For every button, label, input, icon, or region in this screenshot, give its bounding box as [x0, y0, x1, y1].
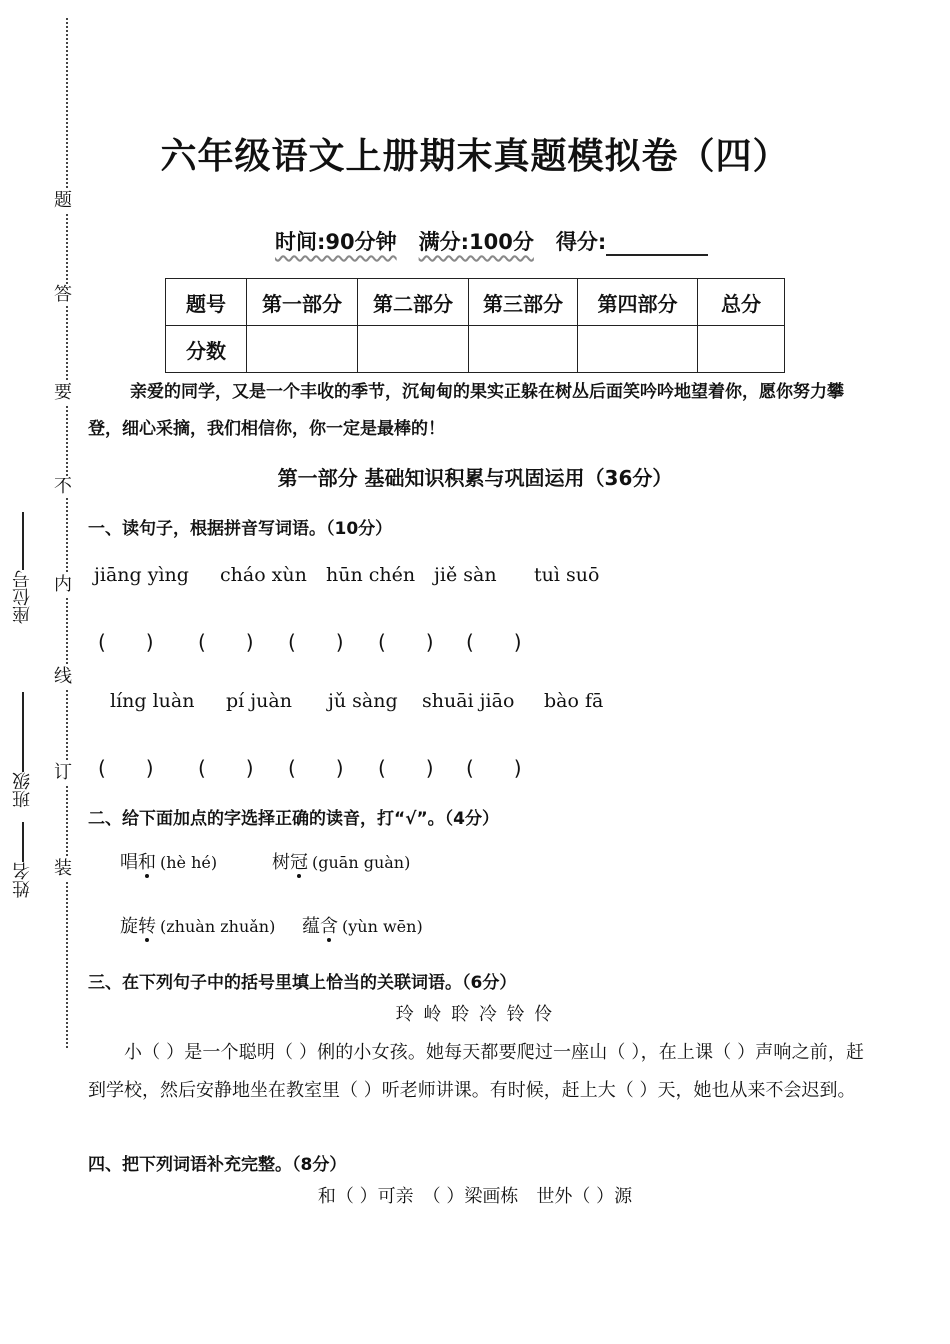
score-cell[interactable] [698, 326, 785, 373]
name-label: 姓名 [12, 862, 33, 898]
binding-char: 内 [54, 574, 72, 595]
pinyin: shuāi jiāo [422, 690, 515, 712]
table-header-cell: 第一部分 [247, 279, 358, 326]
table-row-label: 分数 [166, 326, 247, 373]
dotted-char: 冠 [290, 852, 308, 873]
score-blank[interactable] [606, 234, 708, 256]
score-table [165, 278, 785, 373]
pinyin: jiāng yìng [94, 564, 189, 586]
answer-blank[interactable]: ( ) [378, 630, 434, 654]
class-label: 班级 [12, 772, 33, 808]
seat-number-label: 座位号 [12, 570, 33, 624]
pronunciation-item[interactable] [302, 912, 423, 938]
score-cell[interactable] [247, 326, 358, 373]
binding-char: 答 [54, 284, 72, 305]
pronunciation-item[interactable] [120, 912, 275, 938]
answer-blank[interactable]: ( ) [198, 630, 254, 654]
q3-passage: 小（ ）是一个聪明（ ）俐的小女孩。她每天都要爬过一座山（ ），在上课（ ）声响之前，赶到学校，然后安静地坐在教室里（ ）听老师讲课。有时候，赶上大（ ）天，她也从来不会迟到。 [88, 1042, 864, 1101]
answer-blank[interactable]: ( ) [288, 756, 344, 780]
q2-title: 二、给下面加点的字选择正确的读音，打“√”。（4分） [88, 809, 500, 829]
answer-blank[interactable]: ( ) [288, 630, 344, 654]
name-field[interactable] [10, 820, 36, 903]
binding-char: 不 [54, 476, 72, 497]
intro-text: 亲爱的同学，又是一个丰收的季节，沉甸甸的果实正躲在树丛后面笑吟吟地望着你，愿你努力攀登，细心采摘，我们相信你，你一定是最棒的！ [88, 382, 844, 439]
word-char: 唱 [120, 852, 138, 873]
pronunciation-item[interactable] [272, 848, 410, 874]
binding-char: 要 [54, 382, 72, 403]
q1-title: 一、读句子，根据拼音写词语。（10分） [88, 519, 393, 539]
pinyin: líng luàn [110, 690, 195, 712]
score-cell[interactable] [358, 326, 469, 373]
pinyin: jiě sàn [434, 564, 497, 586]
word-char: 树 [272, 852, 290, 873]
table-row [166, 326, 785, 373]
answer-blank[interactable]: ( ) [198, 756, 254, 780]
answer-blank[interactable]: ( ) [98, 630, 154, 654]
idiom-blanks[interactable]: 和（ ）可亲 （ ）梁画栋 世外（ ）源 [317, 1186, 633, 1207]
exam-full-score: 满分:100分 [418, 230, 534, 254]
dotted-char: 含 [320, 916, 338, 937]
pinyin: cháo xùn [220, 564, 307, 586]
score-cell[interactable] [469, 326, 578, 373]
pinyin: tuì suō [534, 564, 600, 586]
pinyin: jǔ sàng [328, 690, 398, 712]
dotted-char: 和 [138, 852, 156, 873]
pronunciation-item[interactable] [120, 848, 217, 874]
reading-options: (yùn wēn) [342, 917, 423, 936]
pinyin: hūn chén [326, 564, 416, 586]
table-row [166, 279, 785, 326]
table-header-cell: 第三部分 [469, 279, 578, 326]
answer-blank[interactable]: ( ) [466, 630, 522, 654]
binding-char: 装 [54, 858, 72, 879]
class-field[interactable] [10, 690, 36, 813]
answer-blank[interactable]: ( ) [98, 756, 154, 780]
answer-blank[interactable]: ( ) [466, 756, 522, 780]
q4-title: 四、把下列词语补充完整。（8分） [88, 1155, 347, 1175]
pinyin: pí juàn [226, 690, 292, 712]
part1-title: 第一部分 基础知识积累与巩固运用（36分） [277, 466, 673, 490]
binding-char: 题 [54, 190, 72, 211]
table-header-cell: 第四部分 [578, 279, 698, 326]
exam-score-label: 得分: [555, 230, 607, 254]
table-header-cell: 题号 [166, 279, 247, 326]
exam-time: 时间:90分钟 [275, 230, 397, 254]
reading-options: (hè hé) [160, 853, 218, 872]
binding-char: 订 [54, 762, 72, 783]
word-char: 蕴 [302, 916, 320, 937]
reading-options: (guān guàn) [312, 853, 411, 872]
binding-char: 线 [54, 666, 72, 687]
q3-title: 三、在下列句子中的括号里填上恰当的关联词语。（6分） [88, 973, 517, 993]
word-choices: 玲 岭 聆 冷 铃 伶 [395, 1004, 555, 1025]
table-header-cell: 总分 [698, 279, 785, 326]
exam-meta [275, 226, 708, 256]
reading-options: (zhuàn zhuǎn) [160, 917, 276, 936]
dotted-char: 转 [138, 916, 156, 937]
answer-blank[interactable]: ( ) [378, 756, 434, 780]
exam-title: 六年级语文上册期末真题模拟卷（四） [160, 136, 790, 177]
pinyin: bào fā [544, 690, 604, 712]
word-char: 旋 [120, 916, 138, 937]
seat-number-field[interactable] [10, 510, 36, 629]
table-header-cell: 第二部分 [358, 279, 469, 326]
score-cell[interactable] [578, 326, 698, 373]
